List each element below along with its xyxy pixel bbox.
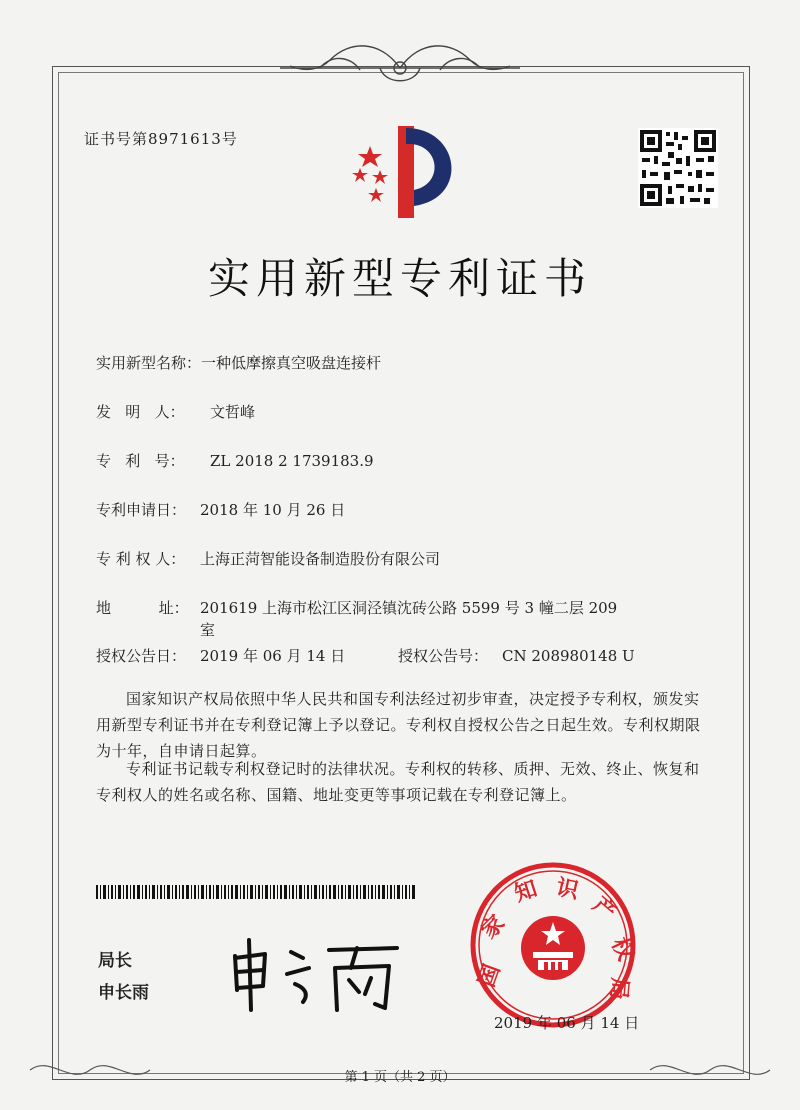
address-row: [96, 597, 620, 641]
patentee-value: 上海正菏智能设备制造股份有限公司: [200, 550, 441, 568]
patentee-label: 专 利 权 人：: [96, 550, 186, 568]
grant-date-label: 授权公告日：: [96, 647, 187, 665]
inventor-row: [96, 401, 255, 422]
barcode-icon: [96, 885, 416, 899]
national-emblem-icon: [521, 916, 585, 980]
seal-char: 识: [553, 875, 581, 905]
filing-date-value: 2018 年 10 月 26 日: [200, 501, 346, 519]
grant-number-row: [398, 645, 635, 666]
patent-number-value: ZL 2018 2 1739183.9: [210, 452, 374, 470]
grant-number-value: CN 208980148 U: [502, 647, 635, 665]
address-value: 201619 上海市松江区洞泾镇沈砖公路 5599 号 3 幢二层 209 室: [200, 599, 618, 639]
seal-char: 权: [605, 933, 638, 965]
seal-date: 2019 年 06 月 14 日: [494, 1014, 640, 1032]
top-ornament: [260, 30, 540, 100]
signatory-title: 局长: [98, 951, 132, 971]
logo-star-icon: [358, 146, 382, 167]
inventor-label: 发 明 人：: [96, 403, 185, 421]
address-label: 地 址：: [96, 599, 189, 617]
signatory-name: 申长雨: [98, 983, 149, 1003]
seal-char: 家: [476, 910, 511, 945]
grant-date-value: 2019 年 06 月 14 日: [200, 647, 346, 665]
cnipa-logo-icon: [340, 118, 470, 228]
grant-date-row: [96, 645, 345, 666]
inventor-value: 文哲峰: [210, 403, 256, 421]
utility-model-name-row: [96, 352, 381, 373]
patentee-row: [96, 548, 440, 569]
filing-date-label: 专利申请日：: [96, 501, 187, 519]
patent-number-label: 专 利 号：: [96, 452, 185, 470]
logo-star-icon: [372, 170, 388, 184]
utility-model-name-value: 一种低摩擦真空吸盘连接杆: [201, 354, 382, 372]
logo-star-icon: [368, 188, 384, 202]
official-seal: [468, 860, 638, 1030]
utility-model-name-label: 实用新型名称：: [96, 354, 202, 372]
seal-char: 局: [605, 976, 632, 1001]
seal-char: 产: [587, 892, 621, 926]
handwritten-signature: [225, 928, 405, 1018]
filing-date-row: [96, 499, 345, 520]
patent-number-row: [96, 450, 374, 471]
certificate-title: 实用新型专利证书: [207, 254, 592, 303]
logo-star-icon: [352, 168, 368, 182]
grant-paragraph: 国家知识产权局依照中华人民共和国专利法经过初步审查，决定授予专利权，颁发实用新型专利证书并在专利登记簿上予以登记。专利权自授权公告之日起生效。专利权期限为十年，自申请日起算。: [96, 690, 701, 760]
qr-code-icon: [638, 128, 718, 208]
page-footer: 第 1 页（共 2 页）: [344, 1070, 456, 1085]
certificate-number: 证书号第8971613号: [84, 130, 238, 148]
seal-char: 知: [511, 876, 541, 908]
seal-char: 国: [474, 961, 506, 991]
legal-status-paragraph: 专利证书记载专利权登记时的法律状况。专利权的转移、质押、无效、终止、恢复和专利权人的姓名或名称、国籍、地址变更等事项记载在专利登记簿上。: [96, 760, 700, 804]
grant-number-label: 授权公告号：: [398, 647, 489, 665]
